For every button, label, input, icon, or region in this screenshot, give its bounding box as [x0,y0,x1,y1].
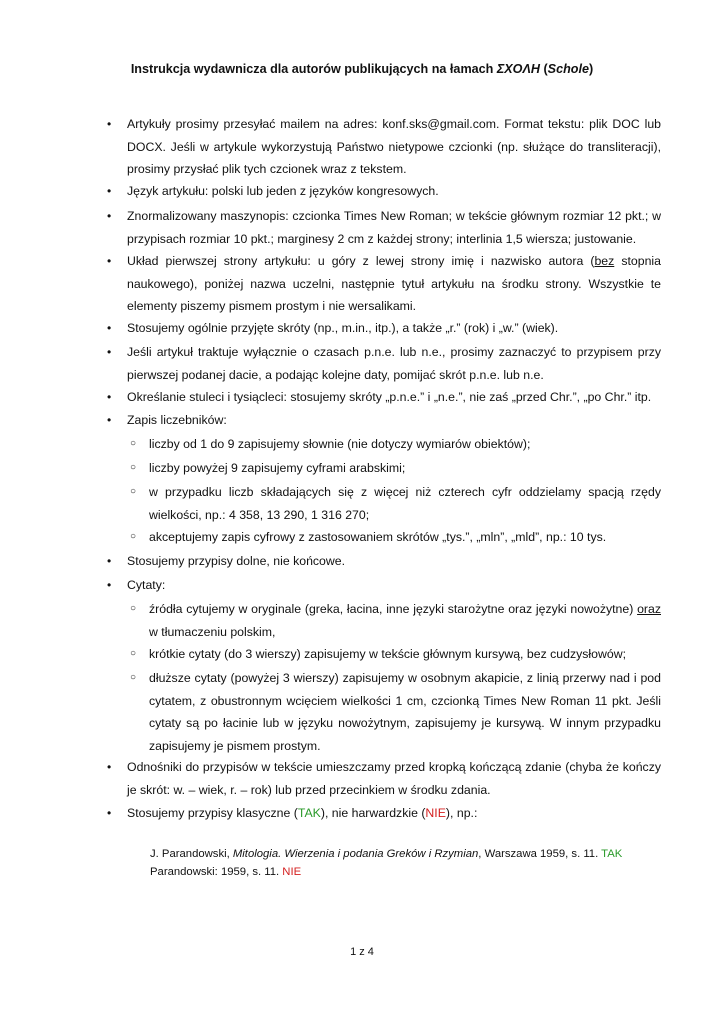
item-text-end: ), np.: [445,806,478,820]
sub-list-item [130,433,661,456]
list-item [107,250,661,318]
list-item [107,550,661,573]
bullet-icon: • [107,321,112,335]
tak-label: TAK [297,806,321,820]
example-rest: , Warszawa 1959, s. 11. [478,848,602,860]
circle-bullet-icon: ○ [130,648,137,659]
example-correct [150,844,622,864]
sub-item-text-cont: w tłumaczeniu polskim, [149,624,276,639]
title-paren-open: ( [539,62,548,76]
sub-list-item [130,667,661,757]
list-item [107,317,661,340]
title-schole: Schole [547,62,589,76]
example-text: Parandowski: 1959, s. 11. [150,866,283,878]
title-main: Instrukcja wydawnicza dla autorów publikujących na łamach [130,62,497,76]
list-item [107,113,661,181]
sub-item-text: krótkie cytaty (do 3 wierszy) zapisujemy w tekście głównym kursywą, bez cudzysłowów; [149,647,626,661]
circle-bullet-icon: ○ [130,438,137,449]
list-item [107,180,661,203]
sub-item-text: źródła cytujemy w oryginale (greka, łacina, inne języki starożytne oraz języki nowożytne) [149,602,638,616]
item-text: Odnośniki do przypisów w tekście umieszczamy przed kropką kończącą zdanie (chyba że kończy je skrót: w. – wiek, r. – rok) lub przed przecinkiem w środku zdania. [127,760,661,797]
title-greek: ΣΧΟΛΗ [496,62,540,76]
bullet-icon: • [107,806,112,820]
item-text: Układ pierwszej strony artykułu: u góry z lewej strony imię i nazwisko autora ( [127,254,595,268]
bullet-icon: • [107,254,112,268]
sub-item-text: akceptujemy zapis cyfrowy z zastosowaniem skrótów „tys.”, „mln”, „mld”, np.: 10 tys. [149,530,607,544]
circle-bullet-icon: ○ [130,486,137,497]
sub-list-item [130,457,661,480]
list-item [107,386,661,409]
item-text: Określanie stuleci i tysiącleci: stosujemy skróty „p.n.e.” i „n.e.”, nie zaś „przed Chr.”, „po Chr.” itp. [127,390,652,404]
item-text: Język artykułu: polski lub jeden z języków kongresowych. [127,184,439,198]
example-title: Mitologia. Wierzenia i podania Greków i Rzymian [232,848,479,860]
item-text-cont: stopnia naukowego), poniżej nazwa uczelni, następnie tytuł artykułu na środku strony. Wszystkie te elementy piszemy pismem prostym i nie wersalikami. [127,254,661,313]
bullet-icon: • [107,209,112,223]
example-tak-tag: TAK [601,848,623,860]
bullet-icon: • [107,390,112,404]
page-number: 1 z 4 [350,946,374,958]
page-title [0,62,724,76]
list-item [107,574,661,597]
underlined-word: bez [594,254,615,268]
bullet-icon: • [107,345,112,359]
list-item [107,205,661,250]
sub-item-text: w przypadku liczb składających się z więcej niż czterech cyfr oddzielamy spacją rzędy wielkości, np.: 4 358, 13 290, 1 316 270; [149,485,661,522]
circle-bullet-icon: ○ [130,603,137,614]
bullet-icon: • [107,760,112,774]
circle-bullet-icon: ○ [130,531,137,542]
example-incorrect [150,862,301,882]
example-nie-tag: NIE [282,866,302,878]
item-text: Stosujemy przypisy dolne, nie końcowe. [127,554,346,568]
item-text: Zapis liczebników: [127,413,227,427]
sub-item-text: liczby od 1 do 9 zapisujemy słownie (nie dotyczy wymiarów obiektów); [149,437,531,451]
bullet-icon: • [107,578,112,592]
item-text: Artykuły prosimy przesyłać mailem na adres: konf.sks@gmail.com. Format tekstu: plik DOC lub DOCX. Jeśli w artykule wykorzystują Państwo nietypowe czcionki (np. służące do transliteracji), prosimy przysłać plik tych czcionek wraz z tekstem. [127,117,661,176]
item-text: Znormalizowany maszynopis: czcionka Times New Roman; w tekście głównym rozmiar 12 pkt.; w przypisach rozmiar 10 pkt.; marginesy 2 cm z każdej strony; interlinia 1,5 wiersza; justowanie. [127,209,661,246]
circle-bullet-icon: ○ [130,672,137,683]
item-text: Stosujemy ogólnie przyjęte skróty (np., m.in., itp.), a także „r.” (rok) i „w.” (wiek). [127,321,559,335]
list-item [107,802,661,825]
sub-item-text: liczby powyżej 9 zapisujemy cyframi arabskimi; [149,461,406,475]
bullet-icon: • [107,413,112,427]
item-text-mid: ), nie harwardzkie ( [320,806,426,820]
nie-label: NIE [425,806,446,820]
title-paren-close: ) [588,62,594,76]
sub-list-item [130,643,661,666]
item-text: Stosujemy przypisy klasyczne ( [127,806,298,820]
sub-list-item [130,481,661,526]
sub-list-item [130,598,661,643]
list-item [107,409,661,432]
bullet-icon: • [107,117,112,131]
sub-item-text: dłuższe cytaty (powyżej 3 wierszy) zapisujemy w osobnym akapicie, z linią przerwy nad i pod cytatem, z obustronnym wcięciem wielkości 1 cm, czcionką Times New Roman 11 pkt. Jeśli cytaty są po łacinie lub w języku nowożytnym, zapisujemy je kursywą. W innym przypadku zapisujemy je pismem prostym. [149,671,661,753]
circle-bullet-icon: ○ [130,462,137,473]
underlined-word: oraz [637,602,661,616]
list-item [107,756,661,801]
bullet-icon: • [107,184,112,198]
bullet-icon: • [107,554,112,568]
list-item [107,341,661,386]
example-author: J. Parandowski, [150,848,233,860]
item-text: Jeśli artykuł traktuje wyłącznie o czasach p.n.e. lub n.e., prosimy zaznaczyć to przypisem przy pierwszej podanej dacie, a podając kolejne daty, pomijać skrót p.n.e. lub n.e. [127,345,661,382]
item-text: Cytaty: [127,578,166,592]
sub-list-item [130,526,661,549]
